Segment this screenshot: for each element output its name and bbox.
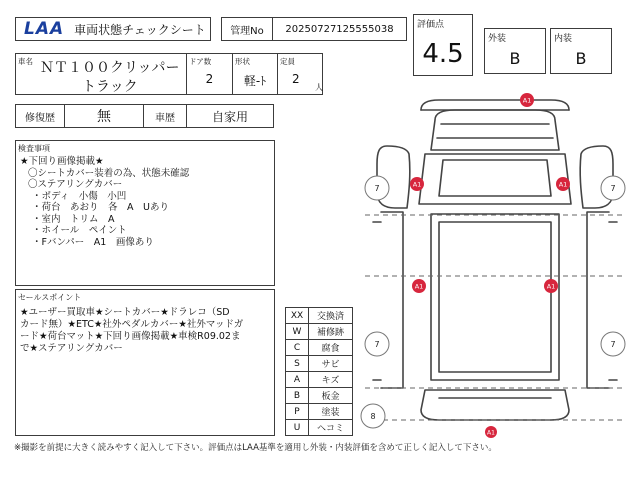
inspection-line: ★下回り画像掲載★ (20, 156, 104, 167)
doors-box (186, 53, 233, 95)
damage-marker (412, 279, 426, 293)
damage-label: A1 (487, 429, 495, 437)
legend-code: XX (285, 307, 309, 324)
shape-box (232, 53, 278, 95)
damage-marker (556, 177, 570, 191)
inspection-line: ・荷台 あおり 各 A Uあり (32, 202, 169, 213)
inspection-line: ・Fバンパー A1 画像あり (32, 236, 154, 248)
damage-label: A1 (558, 180, 568, 189)
exterior-box (484, 28, 546, 74)
damage-label: A1 (414, 282, 424, 291)
damage-marker (520, 93, 534, 107)
sheet-title: 車両状態チェックシート (74, 22, 206, 37)
inspection-line: ・ボディ 小傷 小凹 (32, 190, 127, 202)
legend-desc: ヘコミ (308, 419, 353, 436)
score-label: 評価点 (417, 20, 445, 30)
legend-desc: 交換済 (308, 307, 353, 324)
tire-marker (601, 176, 625, 200)
legend-code: C (285, 339, 309, 356)
shape-label: 形状 (235, 57, 250, 66)
sales-point-line: ード★荷台マット★下回り画像掲載★車検R09.02ま (20, 331, 241, 342)
legend-code: U (285, 419, 309, 436)
laa-logo: LAA (24, 19, 65, 39)
sales-point-line: で★ステアリングカバー (20, 343, 123, 354)
legend-desc: サビ (308, 355, 353, 372)
management-no-value: 20250727125555038 (272, 17, 407, 41)
tire-marker (601, 332, 625, 356)
tire-marker (365, 176, 389, 200)
legend-code: P (285, 403, 309, 420)
interior-label: 内装 (554, 34, 573, 44)
vehicle-category-label: 車歴 (143, 104, 187, 128)
vehicle-name-label: 車名 (18, 57, 33, 66)
footer-note: ※撮影を前提に大きく読みやすく記入して下さい。評価点はLAA基準を適用し外装・内装評価を含めて正しく記入して下さい。 (14, 443, 497, 453)
exterior-grade: B (509, 49, 521, 68)
inspection-line: 〇ステアリングカバー (28, 179, 123, 190)
legend-code: S (285, 355, 309, 372)
legend-desc: キズ (308, 371, 353, 388)
damage-label: A1 (522, 96, 532, 105)
damage-label: A1 (412, 180, 422, 189)
inspection-line: ・室内 トリム A (32, 213, 115, 225)
score-box (413, 14, 473, 76)
inspection-notes-box (15, 140, 275, 286)
vehicle-damage-diagram (355, 88, 635, 438)
management-no-label: 管理No (221, 17, 273, 41)
capacity-value: 2 (292, 72, 300, 86)
damage-marker (485, 426, 497, 438)
truck-outline (373, 100, 617, 420)
legend-code: A (285, 371, 309, 388)
sales-points-label: セールスポイント (18, 293, 82, 302)
score-value: 4.5 (422, 39, 464, 69)
tire-label: 7 (374, 340, 380, 349)
inspection-notes-label: 検査事項 (18, 144, 50, 153)
sales-point-line: ★ユーザー買取車★シートカバー★ドラレコ（SD (20, 307, 230, 318)
doors-label: ドア数 (189, 57, 212, 66)
damage-label: A1 (546, 282, 556, 291)
inspection-line: ・ホイール ペイント (32, 225, 127, 236)
inspection-line: 〇シートカバー装着の為、状態未確認 (28, 167, 190, 179)
tire-marker (365, 332, 389, 356)
legend-desc: 腐食 (308, 339, 353, 356)
spare-tire-marker (361, 404, 385, 428)
vehicle-name-box (15, 53, 187, 95)
tire-label: 7 (374, 184, 380, 193)
damage-marker (410, 177, 424, 191)
shape-value: 軽-ﾄ (243, 74, 267, 88)
vehicle-category-value: 自家用 (186, 104, 274, 128)
vehicle-name-line1: ＮＴ１００クリッパー (40, 60, 180, 76)
sheet-title-box (15, 17, 211, 41)
interior-grade: B (575, 49, 587, 68)
doors-value: 2 (205, 72, 214, 86)
capacity-unit: 人 (315, 83, 323, 92)
tire-label: 7 (610, 184, 616, 193)
sales-points-box (15, 289, 275, 436)
exterior-label: 外装 (488, 34, 507, 44)
legend-desc: 補修跡 (308, 323, 353, 340)
capacity-box (277, 53, 323, 95)
tire-label: 7 (610, 340, 616, 349)
interior-box (550, 28, 612, 74)
damage-marker (544, 279, 558, 293)
repair-history-value: 無 (64, 104, 144, 128)
repair-history-label: 修復歴 (15, 104, 65, 128)
legend-code: B (285, 387, 309, 404)
legend-desc: 塗装 (308, 403, 353, 420)
spare-tire-label: 8 (370, 412, 376, 421)
vehicle-name-line2: トラック (82, 79, 138, 95)
sales-point-line: カード無）★ETC★社外ペダルカバー★社外マッドガ (20, 319, 244, 330)
legend-code: W (285, 323, 309, 340)
capacity-label: 定員 (280, 57, 295, 66)
legend-desc: 板金 (308, 387, 353, 404)
damage-code-legend (285, 307, 353, 436)
